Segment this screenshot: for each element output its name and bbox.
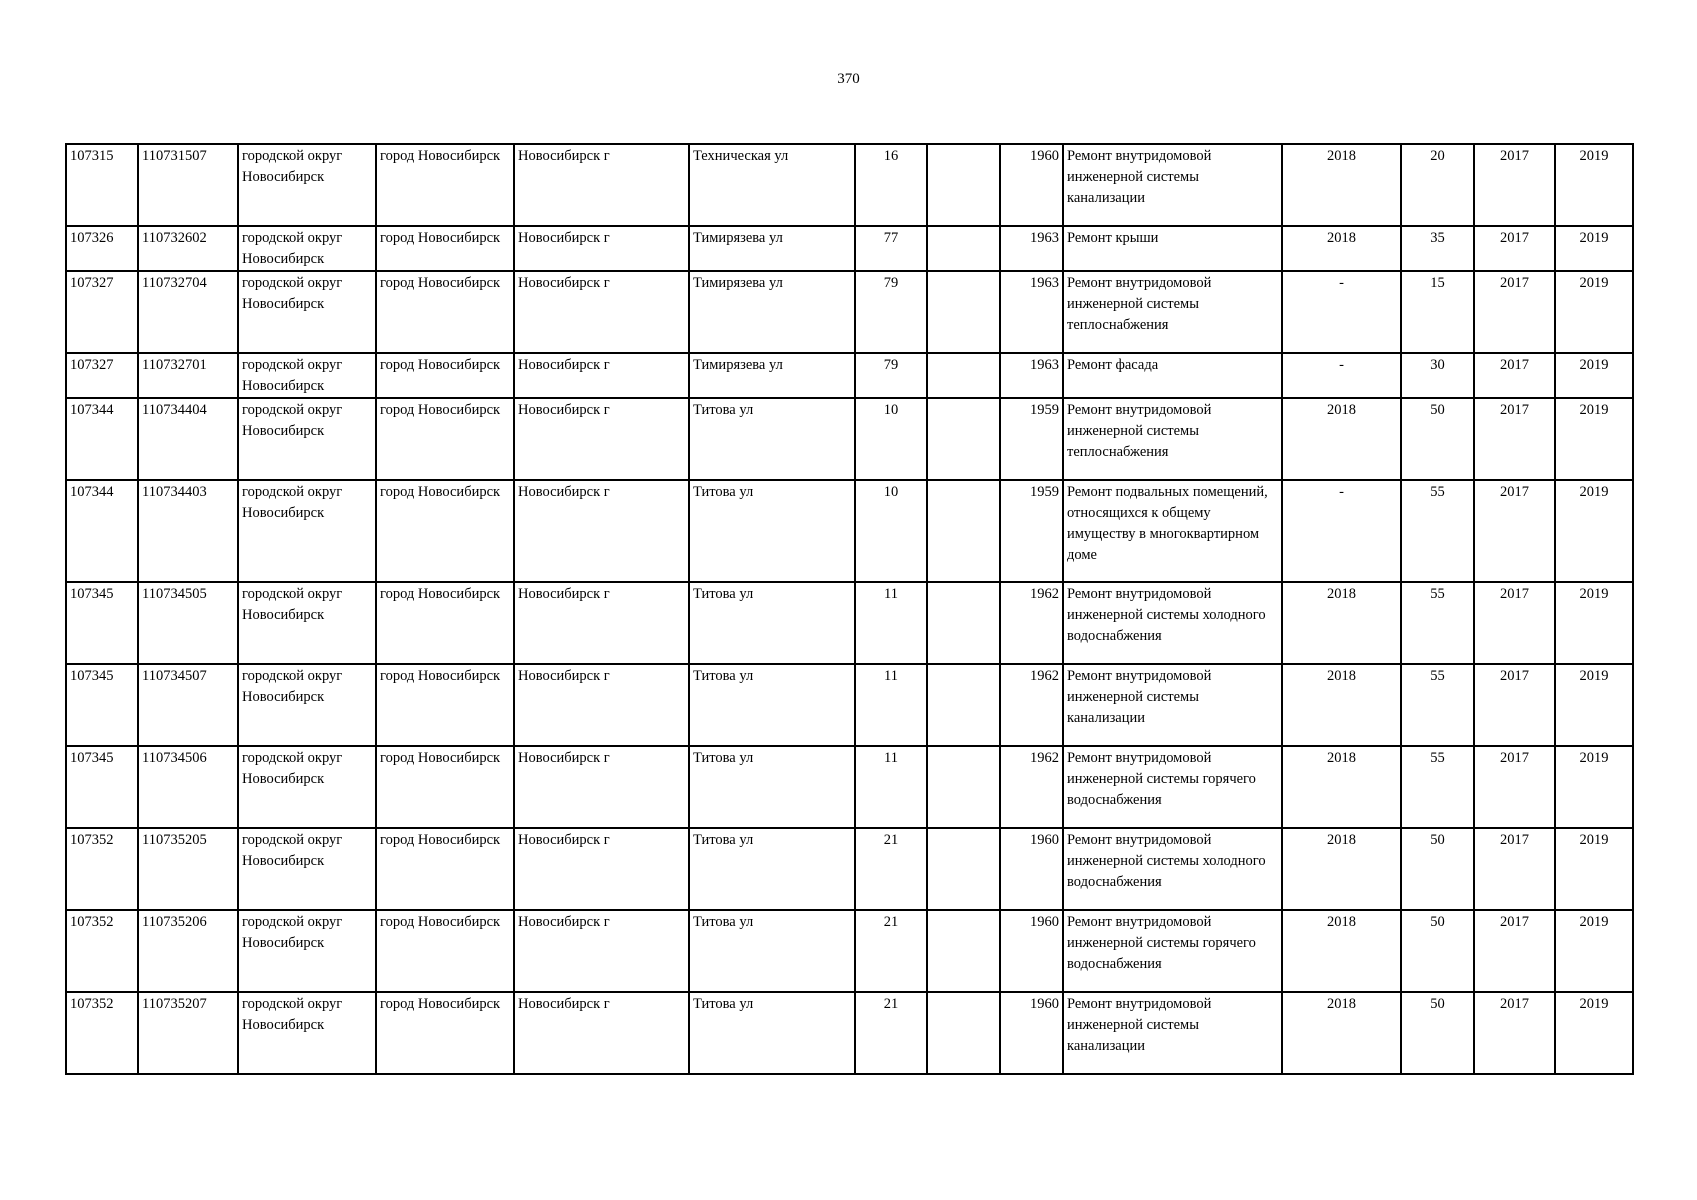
house-number-cell: 21 (855, 828, 927, 910)
work-type-cell: Ремонт внутридомовой инженерной системы канализации (1063, 664, 1282, 746)
municipal-district-cell: городской округ Новосибирск (238, 398, 376, 480)
period-start-cell: 2017 (1474, 746, 1555, 828)
year-built-cell: 1962 (1000, 582, 1063, 664)
table-body (66, 144, 1633, 1074)
period-start-cell: 2017 (1474, 910, 1555, 992)
last-repair-year-cell: 2018 (1282, 746, 1401, 828)
work-type-cell: Ремонт внутридомовой инженерной системы холодного водоснабжения (1063, 582, 1282, 664)
building-cell (927, 828, 1000, 910)
municipal-district-cell: городской округ Новосибирск (238, 226, 376, 271)
municipal-district-cell: городской округ Новосибирск (238, 353, 376, 398)
settlement-cell: город Новосибирск (376, 271, 514, 353)
wear-percent-cell: 50 (1401, 398, 1474, 480)
building-cell (927, 582, 1000, 664)
last-repair-year-cell: 2018 (1282, 910, 1401, 992)
work-type-cell: Ремонт внутридомовой инженерной системы канализации (1063, 992, 1282, 1074)
wear-percent-cell: 55 (1401, 582, 1474, 664)
period-end-cell: 2019 (1555, 271, 1633, 353)
building-cell (927, 746, 1000, 828)
settlement-cell: город Новосибирск (376, 910, 514, 992)
period-end-cell: 2019 (1555, 910, 1633, 992)
period-end-cell: 2019 (1555, 992, 1633, 1074)
locality-cell: Новосибирск г (514, 480, 689, 582)
table-row (66, 271, 1633, 353)
locality-cell: Новосибирск г (514, 271, 689, 353)
building-cell (927, 992, 1000, 1074)
table-row (66, 746, 1633, 828)
municipal-district-cell: городской округ Новосибирск (238, 664, 376, 746)
object-id-cell: 107344 (66, 398, 138, 480)
building-cell (927, 226, 1000, 271)
last-repair-year-cell: 2018 (1282, 992, 1401, 1074)
street-cell: Тимирязева ул (689, 271, 855, 353)
table-row (66, 398, 1633, 480)
street-cell: Титова ул (689, 480, 855, 582)
wear-percent-cell: 50 (1401, 828, 1474, 910)
table-row (66, 582, 1633, 664)
period-end-cell: 2019 (1555, 144, 1633, 226)
year-built-cell: 1963 (1000, 226, 1063, 271)
wear-percent-cell: 50 (1401, 992, 1474, 1074)
wear-percent-cell: 55 (1401, 746, 1474, 828)
period-end-cell: 2019 (1555, 398, 1633, 480)
street-cell: Титова ул (689, 992, 855, 1074)
last-repair-year-cell: - (1282, 480, 1401, 582)
table-row (66, 226, 1633, 271)
wear-percent-cell: 30 (1401, 353, 1474, 398)
work-type-cell: Ремонт крыши (1063, 226, 1282, 271)
building-cell (927, 664, 1000, 746)
page-number: 370 (837, 71, 860, 87)
work-type-cell: Ремонт фасада (1063, 353, 1282, 398)
municipal-district-cell: городской округ Новосибирск (238, 746, 376, 828)
work-type-cell: Ремонт внутридомовой инженерной системы канализации (1063, 144, 1282, 226)
record-code-cell: 110734506 (138, 746, 238, 828)
last-repair-year-cell: - (1282, 353, 1401, 398)
object-id-cell: 107326 (66, 226, 138, 271)
settlement-cell: город Новосибирск (376, 746, 514, 828)
period-start-cell: 2017 (1474, 226, 1555, 271)
period-start-cell: 2017 (1474, 992, 1555, 1074)
wear-percent-cell: 55 (1401, 480, 1474, 582)
year-built-cell: 1960 (1000, 992, 1063, 1074)
work-type-cell: Ремонт внутридомовой инженерной системы теплоснабжения (1063, 398, 1282, 480)
object-id-cell: 107345 (66, 664, 138, 746)
record-code-cell: 110734505 (138, 582, 238, 664)
period-start-cell: 2017 (1474, 582, 1555, 664)
year-built-cell: 1960 (1000, 144, 1063, 226)
wear-percent-cell: 35 (1401, 226, 1474, 271)
municipal-district-cell: городской округ Новосибирск (238, 828, 376, 910)
last-repair-year-cell: 2018 (1282, 226, 1401, 271)
work-type-cell: Ремонт внутридомовой инженерной системы теплоснабжения (1063, 271, 1282, 353)
municipal-district-cell: городской округ Новосибирск (238, 910, 376, 992)
object-id-cell: 107315 (66, 144, 138, 226)
house-number-cell: 79 (855, 353, 927, 398)
wear-percent-cell: 15 (1401, 271, 1474, 353)
locality-cell: Новосибирск г (514, 910, 689, 992)
work-type-cell: Ремонт внутридомовой инженерной системы горячего водоснабжения (1063, 910, 1282, 992)
year-built-cell: 1962 (1000, 664, 1063, 746)
period-start-cell: 2017 (1474, 271, 1555, 353)
period-start-cell: 2017 (1474, 480, 1555, 582)
table-row (66, 992, 1633, 1074)
table-row (66, 664, 1633, 746)
record-code-cell: 110732602 (138, 226, 238, 271)
street-cell: Титова ул (689, 664, 855, 746)
year-built-cell: 1963 (1000, 271, 1063, 353)
wear-percent-cell: 20 (1401, 144, 1474, 226)
street-cell: Тимирязева ул (689, 353, 855, 398)
settlement-cell: город Новосибирск (376, 664, 514, 746)
work-type-cell: Ремонт внутридомовой инженерной системы горячего водоснабжения (1063, 746, 1282, 828)
repair-registry-table (65, 143, 1634, 1075)
year-built-cell: 1960 (1000, 910, 1063, 992)
house-number-cell: 21 (855, 910, 927, 992)
building-cell (927, 398, 1000, 480)
building-cell (927, 910, 1000, 992)
locality-cell: Новосибирск г (514, 353, 689, 398)
year-built-cell: 1960 (1000, 828, 1063, 910)
year-built-cell: 1962 (1000, 746, 1063, 828)
last-repair-year-cell: 2018 (1282, 144, 1401, 226)
record-code-cell: 110734507 (138, 664, 238, 746)
record-code-cell: 110735206 (138, 910, 238, 992)
period-start-cell: 2017 (1474, 398, 1555, 480)
table-row (66, 480, 1633, 582)
record-code-cell: 110735205 (138, 828, 238, 910)
last-repair-year-cell: 2018 (1282, 828, 1401, 910)
street-cell: Тимирязева ул (689, 226, 855, 271)
table-row (66, 144, 1633, 226)
street-cell: Титова ул (689, 582, 855, 664)
period-end-cell: 2019 (1555, 828, 1633, 910)
table-row (66, 353, 1633, 398)
object-id-cell: 107344 (66, 480, 138, 582)
municipal-district-cell: городской округ Новосибирск (238, 480, 376, 582)
settlement-cell: город Новосибирск (376, 398, 514, 480)
last-repair-year-cell: 2018 (1282, 398, 1401, 480)
settlement-cell: город Новосибирск (376, 144, 514, 226)
municipal-district-cell: городской округ Новосибирск (238, 144, 376, 226)
work-type-cell: Ремонт подвальных помещений, относящихся к общему имуществу в многоквартирном доме (1063, 480, 1282, 582)
period-start-cell: 2017 (1474, 828, 1555, 910)
object-id-cell: 107327 (66, 271, 138, 353)
period-end-cell: 2019 (1555, 353, 1633, 398)
object-id-cell: 107345 (66, 582, 138, 664)
record-code-cell: 110732701 (138, 353, 238, 398)
settlement-cell: город Новосибирск (376, 582, 514, 664)
record-code-cell: 110731507 (138, 144, 238, 226)
house-number-cell: 11 (855, 746, 927, 828)
wear-percent-cell: 55 (1401, 664, 1474, 746)
last-repair-year-cell: - (1282, 271, 1401, 353)
settlement-cell: город Новосибирск (376, 353, 514, 398)
street-cell: Титова ул (689, 910, 855, 992)
locality-cell: Новосибирск г (514, 398, 689, 480)
building-cell (927, 353, 1000, 398)
year-built-cell: 1959 (1000, 398, 1063, 480)
settlement-cell: город Новосибирск (376, 226, 514, 271)
locality-cell: Новосибирск г (514, 226, 689, 271)
object-id-cell: 107352 (66, 828, 138, 910)
work-type-cell: Ремонт внутридомовой инженерной системы холодного водоснабжения (1063, 828, 1282, 910)
building-cell (927, 271, 1000, 353)
locality-cell: Новосибирск г (514, 144, 689, 226)
municipal-district-cell: городской округ Новосибирск (238, 992, 376, 1074)
house-number-cell: 79 (855, 271, 927, 353)
last-repair-year-cell: 2018 (1282, 664, 1401, 746)
building-cell (927, 144, 1000, 226)
locality-cell: Новосибирск г (514, 664, 689, 746)
period-end-cell: 2019 (1555, 226, 1633, 271)
street-cell: Титова ул (689, 398, 855, 480)
period-end-cell: 2019 (1555, 480, 1633, 582)
table-row (66, 910, 1633, 992)
street-cell: Титова ул (689, 746, 855, 828)
period-end-cell: 2019 (1555, 746, 1633, 828)
locality-cell: Новосибирск г (514, 582, 689, 664)
last-repair-year-cell: 2018 (1282, 582, 1401, 664)
building-cell (927, 480, 1000, 582)
wear-percent-cell: 50 (1401, 910, 1474, 992)
street-cell: Техническая ул (689, 144, 855, 226)
municipal-district-cell: городской округ Новосибирск (238, 582, 376, 664)
period-end-cell: 2019 (1555, 582, 1633, 664)
record-code-cell: 110732704 (138, 271, 238, 353)
settlement-cell: город Новосибирск (376, 992, 514, 1074)
table-row (66, 828, 1633, 910)
house-number-cell: 10 (855, 398, 927, 480)
period-start-cell: 2017 (1474, 664, 1555, 746)
settlement-cell: город Новосибирск (376, 828, 514, 910)
period-end-cell: 2019 (1555, 664, 1633, 746)
object-id-cell: 107352 (66, 910, 138, 992)
house-number-cell: 11 (855, 664, 927, 746)
year-built-cell: 1959 (1000, 480, 1063, 582)
house-number-cell: 77 (855, 226, 927, 271)
municipal-district-cell: городской округ Новосибирск (238, 271, 376, 353)
locality-cell: Новосибирск г (514, 828, 689, 910)
house-number-cell: 11 (855, 582, 927, 664)
locality-cell: Новосибирск г (514, 746, 689, 828)
period-start-cell: 2017 (1474, 144, 1555, 226)
year-built-cell: 1963 (1000, 353, 1063, 398)
house-number-cell: 10 (855, 480, 927, 582)
house-number-cell: 16 (855, 144, 927, 226)
period-start-cell: 2017 (1474, 353, 1555, 398)
record-code-cell: 110735207 (138, 992, 238, 1074)
street-cell: Титова ул (689, 828, 855, 910)
object-id-cell: 107352 (66, 992, 138, 1074)
record-code-cell: 110734403 (138, 480, 238, 582)
object-id-cell: 107345 (66, 746, 138, 828)
locality-cell: Новосибирск г (514, 992, 689, 1074)
object-id-cell: 107327 (66, 353, 138, 398)
house-number-cell: 21 (855, 992, 927, 1074)
settlement-cell: город Новосибирск (376, 480, 514, 582)
record-code-cell: 110734404 (138, 398, 238, 480)
